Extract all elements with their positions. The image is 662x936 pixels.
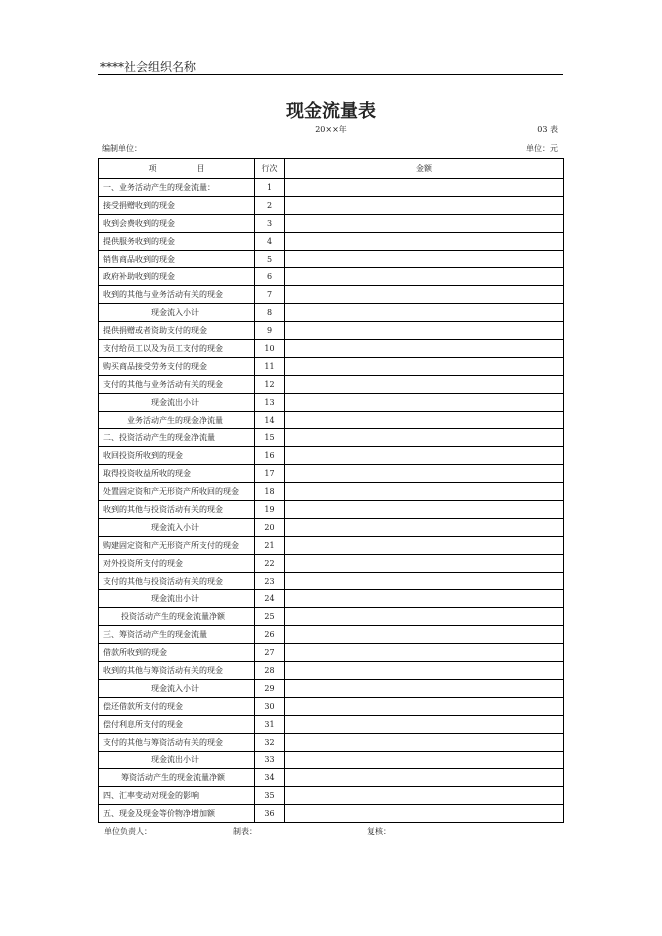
line-no-cell: 10 [255, 340, 285, 358]
footer-head: 单位负责人： [104, 827, 152, 836]
item-cell: 销售商品收到的现金 [99, 250, 255, 268]
item-cell: 偿付利息所支付的现金 [99, 715, 255, 733]
amount-cell[interactable] [285, 518, 564, 536]
table-row [99, 518, 564, 536]
footer-maker: 制表： [233, 827, 257, 836]
line-no-cell: 17 [255, 465, 285, 483]
item-cell: 支付的其他与业务活动有关的现金 [99, 375, 255, 393]
amount-cell[interactable] [285, 268, 564, 286]
amount-cell[interactable] [285, 662, 564, 680]
amount-cell[interactable] [285, 447, 564, 465]
table-row [99, 322, 564, 340]
amount-cell[interactable] [285, 679, 564, 697]
item-cell: 提供捐赠或者资助支付的现金 [99, 322, 255, 340]
table-row [99, 662, 564, 680]
line-no-cell: 9 [255, 322, 285, 340]
amount-cell[interactable] [285, 644, 564, 662]
amount-cell[interactable] [285, 214, 564, 232]
line-no-cell: 8 [255, 304, 285, 322]
item-cell: 现金流入小计 [99, 518, 255, 536]
table-row [99, 751, 564, 769]
line-no-cell: 6 [255, 268, 285, 286]
item-cell: 支付给员工以及为员工支付的现金 [99, 340, 255, 358]
item-cell: 收到的其他与业务活动有关的现金 [99, 286, 255, 304]
amount-cell[interactable] [285, 501, 564, 519]
item-cell: 一、业务活动产生的现金流量： [99, 179, 255, 197]
item-cell: 现金流出小计 [99, 393, 255, 411]
item-cell: 政府补助收到的现金 [99, 268, 255, 286]
table-row [99, 590, 564, 608]
item-cell: 收到的其他与投资活动有关的现金 [99, 501, 255, 519]
amount-cell[interactable] [285, 179, 564, 197]
amount-cell[interactable] [285, 411, 564, 429]
table-row [99, 340, 564, 358]
col-item: 项 目 [99, 159, 255, 179]
amount-cell[interactable] [285, 590, 564, 608]
item-cell: 二、投资活动产生的现金净流量 [99, 429, 255, 447]
amount-cell[interactable] [285, 787, 564, 805]
amount-cell[interactable] [285, 393, 564, 411]
table-row [99, 536, 564, 554]
line-no-cell: 29 [255, 679, 285, 697]
col-line-no: 行次 [255, 159, 285, 179]
line-no-cell: 1 [255, 179, 285, 197]
table-row [99, 357, 564, 375]
line-no-cell: 24 [255, 590, 285, 608]
line-no-cell: 31 [255, 715, 285, 733]
table-row [99, 644, 564, 662]
amount-cell[interactable] [285, 375, 564, 393]
item-cell: 现金流入小计 [99, 679, 255, 697]
amount-cell[interactable] [285, 250, 564, 268]
amount-cell[interactable] [285, 751, 564, 769]
amount-cell[interactable] [285, 697, 564, 715]
item-cell: 投资活动产生的现金流量净额 [99, 608, 255, 626]
item-cell: 借款所收到的现金 [99, 644, 255, 662]
item-cell: 购建固定资和产无形资产所支付的现金 [99, 536, 255, 554]
amount-cell[interactable] [285, 715, 564, 733]
item-cell: 偿还借款所支付的现金 [99, 697, 255, 715]
line-no-cell: 14 [255, 411, 285, 429]
table-row [99, 250, 564, 268]
table-row [99, 733, 564, 751]
table-row [99, 196, 564, 214]
table-row [99, 787, 564, 805]
amount-cell[interactable] [285, 286, 564, 304]
line-no-cell: 36 [255, 805, 285, 823]
line-no-cell: 22 [255, 554, 285, 572]
table-row [99, 697, 564, 715]
table-row [99, 232, 564, 250]
col-amount: 金额 [285, 159, 564, 179]
amount-cell[interactable] [285, 340, 564, 358]
table-row [99, 375, 564, 393]
item-cell: 筹资活动产生的现金流量净额 [99, 769, 255, 787]
item-cell: 现金流出小计 [99, 590, 255, 608]
line-no-cell: 33 [255, 751, 285, 769]
line-no-cell: 3 [255, 214, 285, 232]
item-cell: 提供服务收到的现金 [99, 232, 255, 250]
table-row [99, 769, 564, 787]
table-row [99, 679, 564, 697]
line-no-cell: 34 [255, 769, 285, 787]
line-no-cell: 18 [255, 483, 285, 501]
item-cell: 现金流入小计 [99, 304, 255, 322]
amount-cell[interactable] [285, 554, 564, 572]
line-no-cell: 19 [255, 501, 285, 519]
line-no-cell: 20 [255, 518, 285, 536]
line-no-cell: 16 [255, 447, 285, 465]
item-cell: 取得投资收益所收的现金 [99, 465, 255, 483]
table-row [99, 572, 564, 590]
line-no-cell: 15 [255, 429, 285, 447]
line-no-cell: 23 [255, 572, 285, 590]
amount-cell[interactable] [285, 626, 564, 644]
amount-cell[interactable] [285, 733, 564, 751]
item-cell: 三、筹资活动产生的现金流量 [99, 626, 255, 644]
line-no-cell: 35 [255, 787, 285, 805]
line-no-cell: 4 [255, 232, 285, 250]
table-row [99, 501, 564, 519]
line-no-cell: 7 [255, 286, 285, 304]
page-title: 现金流量表 [286, 101, 376, 122]
item-cell: 购买商品接受劳务支付的现金 [99, 357, 255, 375]
table-row [99, 715, 564, 733]
item-cell: 五、现金及现金等价物净增加额 [99, 805, 255, 823]
line-no-cell: 2 [255, 196, 285, 214]
item-cell: 支付的其他与筹资活动有关的现金 [99, 733, 255, 751]
cash-flow-table [98, 158, 564, 823]
line-no-cell: 25 [255, 608, 285, 626]
table-row [99, 286, 564, 304]
item-cell: 收回投资所收到的现金 [99, 447, 255, 465]
footer-checker: 复核： [367, 827, 391, 836]
table-row [99, 608, 564, 626]
amount-cell[interactable] [285, 769, 564, 787]
amount-cell[interactable] [285, 196, 564, 214]
item-cell: 四、汇率变动对现金的影响 [99, 787, 255, 805]
item-cell: 收到的其他与筹资活动有关的现金 [99, 662, 255, 680]
line-no-cell: 26 [255, 626, 285, 644]
table-row [99, 179, 564, 197]
line-no-cell: 11 [255, 357, 285, 375]
amount-cell[interactable] [285, 322, 564, 340]
amount-cell[interactable] [285, 357, 564, 375]
table-row [99, 447, 564, 465]
line-no-cell: 12 [255, 375, 285, 393]
table-row [99, 429, 564, 447]
amount-cell[interactable] [285, 608, 564, 626]
amount-cell[interactable] [285, 483, 564, 501]
table-row [99, 805, 564, 823]
item-cell: 现金流出小计 [99, 751, 255, 769]
line-no-cell: 30 [255, 697, 285, 715]
table-row [99, 411, 564, 429]
amount-cell[interactable] [285, 536, 564, 554]
table-row [99, 554, 564, 572]
amount-cell[interactable] [285, 429, 564, 447]
table-row [99, 465, 564, 483]
amount-cell[interactable] [285, 572, 564, 590]
item-cell: 业务活动产生的现金净流量 [99, 411, 255, 429]
item-cell: 对外投资所支付的现金 [99, 554, 255, 572]
amount-cell[interactable] [285, 304, 564, 322]
item-cell: 收到会费收到的现金 [99, 214, 255, 232]
report-year: 20××年 [315, 125, 347, 134]
table-row [99, 626, 564, 644]
item-cell: 支付的其他与投资活动有关的现金 [99, 572, 255, 590]
header-divider [98, 74, 563, 75]
unit-label: 单位：元 [526, 144, 558, 153]
org-name: ****社会组织名称 [100, 60, 197, 74]
form-number: 03 表 [537, 125, 558, 134]
amount-cell[interactable] [285, 805, 564, 823]
line-no-cell: 27 [255, 644, 285, 662]
item-cell: 处置固定资和产无形资产所收回的现金 [99, 483, 255, 501]
table-row [99, 304, 564, 322]
amount-cell[interactable] [285, 232, 564, 250]
table-row [99, 483, 564, 501]
line-no-cell: 28 [255, 662, 285, 680]
table-row [99, 214, 564, 232]
line-no-cell: 32 [255, 733, 285, 751]
line-no-cell: 21 [255, 536, 285, 554]
line-no-cell: 13 [255, 393, 285, 411]
amount-cell[interactable] [285, 465, 564, 483]
line-no-cell: 5 [255, 250, 285, 268]
compiler-label: 编制单位： [102, 144, 142, 153]
item-cell: 接受捐赠收到的现金 [99, 196, 255, 214]
table-row [99, 393, 564, 411]
table-row [99, 268, 564, 286]
